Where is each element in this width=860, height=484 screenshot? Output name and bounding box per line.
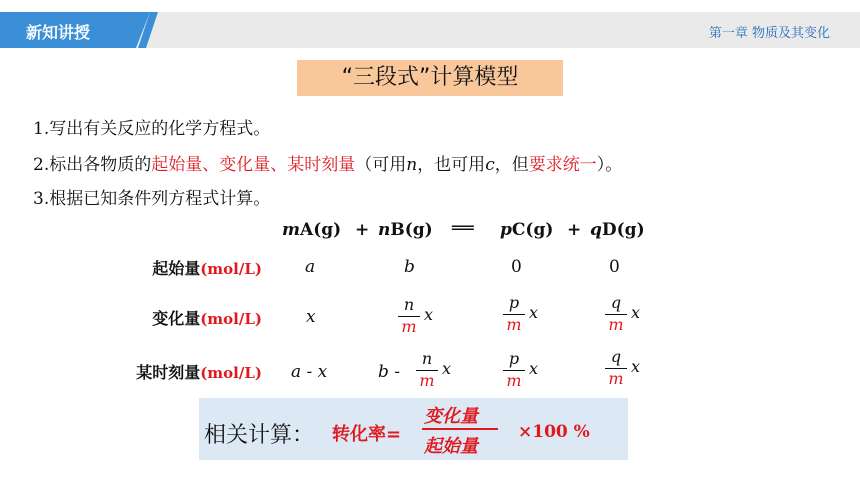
step-2-but: ，但 <box>494 155 529 175</box>
initial-c: 0 <box>511 257 522 277</box>
step-2-close: ）。 <box>596 155 623 175</box>
step-1: 1.写出有关反应的化学方程式。 <box>33 119 271 139</box>
step-2-n: n <box>406 155 418 175</box>
reactant-b: nB(g) <box>378 220 433 240</box>
row-label-moment: 某时刻量(mol/L) <box>136 363 262 382</box>
rate-denominator: 起始量 <box>424 436 478 457</box>
row-label-initial: 起始量(mol/L) <box>152 259 262 278</box>
step-2-open: （可用 <box>355 155 407 175</box>
calculation-label: 相关计算： <box>204 423 315 448</box>
product-c: pC(g) <box>500 220 554 240</box>
step-2-c: c <box>485 155 495 175</box>
plus-1: + <box>355 220 370 240</box>
rate-numerator: 变化量 <box>424 406 478 427</box>
rate-fraction-bar <box>422 428 498 430</box>
chapter-title: 第一章 物质及其变化 <box>708 26 830 41</box>
step-2-prefix: 2.标出各物质的 <box>33 155 152 175</box>
equals-sign: ══ <box>452 218 474 239</box>
initial-a: a <box>305 257 316 277</box>
step-2-quantities: 起始量、变化量、某时刻量 <box>151 155 356 175</box>
plus-2: + <box>567 220 582 240</box>
model-title: “三段式”计算模型 <box>297 60 563 96</box>
reactant-a: mA(g) <box>282 220 342 240</box>
step-2-unify: 要求统一 <box>528 155 597 175</box>
product-d: qD(g) <box>590 220 645 240</box>
moment-a: a - x <box>291 362 328 382</box>
rate-percent: ×100 % <box>518 422 590 442</box>
initial-b: b <box>404 257 415 277</box>
row-label-change: 变化量(mol/L) <box>152 309 262 328</box>
change-a: x <box>306 307 316 327</box>
step-2-also: ，也可用 <box>417 155 486 175</box>
header <box>0 0 860 48</box>
step-3: 3.根据已知条件列方程式计算。 <box>33 189 271 209</box>
section-tab-label: 新知讲授 <box>26 23 91 42</box>
initial-d: 0 <box>609 257 620 277</box>
step-2 <box>33 150 622 175</box>
tab-slant-icon <box>138 12 162 48</box>
moment-b-prefix: b - <box>378 362 401 382</box>
conversion-rate-label: 转化率= <box>332 424 402 445</box>
